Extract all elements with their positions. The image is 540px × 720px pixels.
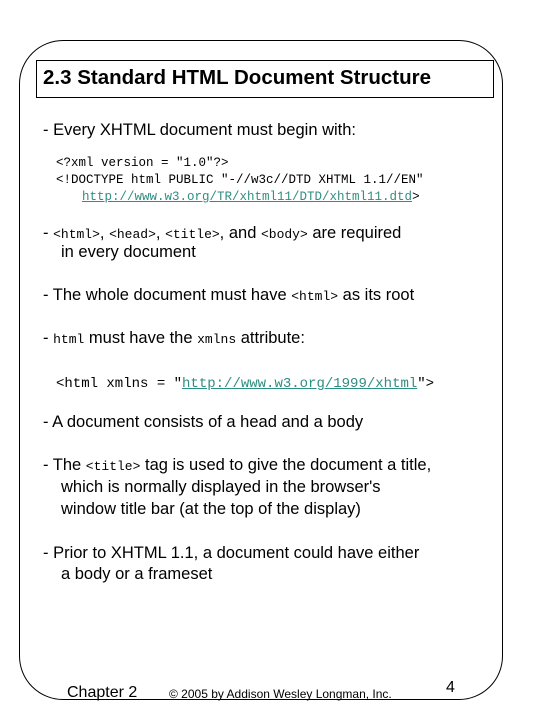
- bullet-frameset-line2: a body or a frameset: [61, 565, 213, 583]
- b2-sep2: ,: [155, 224, 166, 242]
- dtd-line-end: >: [412, 190, 420, 204]
- b4-mid: must have the: [84, 329, 198, 347]
- bullet-head-and-body: - A document consists of a head and a body: [43, 413, 364, 431]
- dtd-link[interactable]: http://www.w3.org/TR/xhtml11/DTD/xhtml11.dtd: [82, 190, 413, 204]
- code-xmlns-word: xmlns: [197, 332, 237, 347]
- bullet-title-tag: [43, 455, 431, 477]
- bullet-title-tag-line2: which is normally displayed in the browser's: [61, 478, 381, 496]
- b6-prefix: - The: [43, 456, 86, 474]
- xmlns-link[interactable]: http://www.w3.org/1999/xhtml: [182, 376, 418, 392]
- bullet-required-elements-line2: in every document: [61, 243, 196, 261]
- code-head-tag: <head>: [109, 227, 156, 242]
- bullet-xmlns-attribute: [43, 328, 305, 350]
- code-title-tag-2: <title>: [85, 459, 141, 474]
- b2-suffix: are required: [307, 224, 402, 242]
- bullet-frameset: - Prior to XHTML 1.1, a document could have either: [43, 544, 420, 562]
- code-html-tag: <html>: [53, 227, 100, 242]
- b4-suffix: attribute:: [236, 329, 305, 347]
- bullet-html-root: [43, 285, 414, 307]
- code-body-tag: <body>: [260, 227, 308, 242]
- b6-suffix: tag is used to give the document a title,: [140, 456, 432, 474]
- code-title-tag: <title>: [165, 227, 220, 242]
- code-xml-declaration: <?xml version = "1.0"?>: [56, 156, 229, 170]
- xmlns-code-end: ">: [417, 376, 435, 392]
- code-doctype: <!DOCTYPE html PUBLIC "-//w3c//DTD XHTML 1.1//EN": [56, 173, 424, 187]
- bullet-xhtml-begin: - Every XHTML document must begin with:: [43, 121, 357, 139]
- b2-sep1: ,: [99, 224, 110, 242]
- b2-sep3: , and: [219, 224, 261, 242]
- code-dtd-line: [82, 189, 420, 206]
- b4-prefix: -: [43, 329, 54, 347]
- code-html-root-tag: <html>: [291, 289, 339, 304]
- slide-title: 2.3 Standard HTML Document Structure: [36, 60, 494, 98]
- code-html-xmlns: [56, 372, 434, 394]
- bullet-title-tag-line3: window title bar (at the top of the display): [61, 500, 361, 518]
- b3-prefix: - The whole document must have: [43, 286, 292, 304]
- b2-prefix: -: [43, 224, 54, 242]
- footer-chapter: Chapter 2: [67, 684, 138, 701]
- footer-page-number: 4: [446, 679, 455, 696]
- footer-copyright: © 2005 by Addison Wesley Longman, Inc.: [169, 687, 392, 701]
- b3-suffix: as its root: [338, 286, 415, 304]
- xmlns-code-start: <html xmlns = ": [56, 376, 183, 392]
- code-html-word: html: [53, 332, 85, 347]
